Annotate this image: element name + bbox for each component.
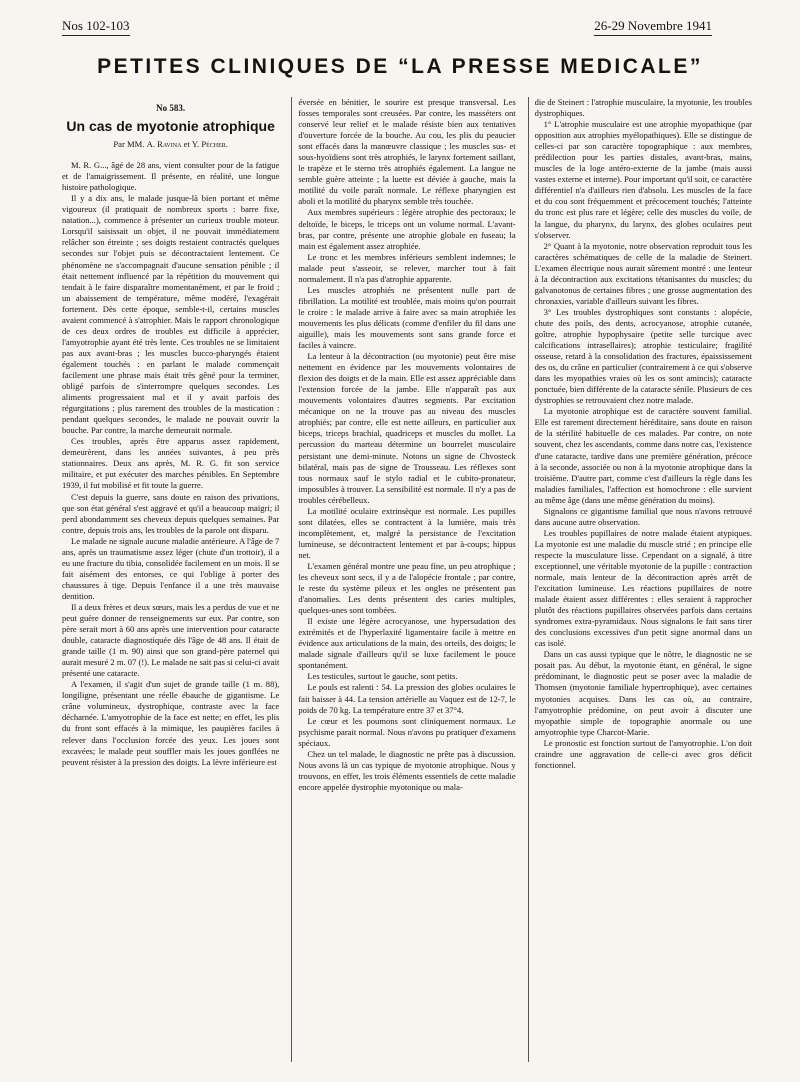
paragraph: A l'examen, il s'agit d'un sujet de grande taille (1 m. 88), longiligne, présentant une réelle ébauche de gigantisme. Le crâne volumineux, dystrophique, contraste avec la face décharnée. L'amyotrophie de la face est nette; en effet, les plis du front sont effacés à la mimique, les paupières faciles à relever dans l'occlusion forcée des yeux. Les joues sont excavées; le malade peut souffler mais les joues gonflées ne peuvent résister à la pression des doigts. La lèvre inférieure est xyxy=(62,679,280,767)
paragraph: Ces troubles, après être apparus assez rapidement, demeurèrent, dans les années suivantes, à peu près stationnaires. Deux ans après, M. R. G. fit son service militaire, et put exécuter des marches pénibles. En Septembre 1939, il fut mobilisé et fit toute la guerre. xyxy=(62,436,280,491)
paragraph: 2° Quant à la myotonie, notre observation reproduit tous les caractères schématiques de celle de la maladie de Steinert. L'examen électrique nous aurait sûrement montré : une lenteur à la décontraction aux excitations tétanisantes du muscles; du galvanotonus de certaines fibres ; une grosse augmentation des chronaxies, variable d'ailleurs suivant les fibres. xyxy=(534,240,752,306)
paragraph: 3° Les troubles dystrophiques sont constants : alopécie, chute des poils, des dents, acrocyanose, atrophie cutanée, goître, atrophie hypophysaire (petite selle turcique avec calcifications intrasellaires); atrophie testiculaire; fragilité osseuse, retard à la consolidation des fractures, épaississement des os, du crâne en particulier (contrairement à ce qui s'observe dans les myopathies vraies où les os sont amincis); cataracte ponctuée, bien différente de la cataracte sénile. Plusieurs de ces dystrophies se retrouvaient chez notre malade. xyxy=(534,306,752,406)
paragraph: Le tronc et les membres inférieurs semblent indemnes; le malade peut s'asseoir, se relever, marcher tout à fait normalement. Il n'a pas d'atrophie apparente. xyxy=(298,251,516,284)
paragraph: Chez un tel malade, le diagnostic ne prête pas à discussion. Nous avons là un cas typique de myotonie atrophique. Nous y trouvons, en effet, les trois éléments essentiels de cette maladie encore appelée dystrophie myotonique ou mala- xyxy=(298,748,516,792)
paragraph: Il y a dix ans, le malade jusque-là bien portant et même vigoureux (il pratiquait de nombreux sports : barre fixe, natation...), commence à présenter un curieux trouble moteur. Lorsqu'il saisissait un objet, il ne pouvait immédiatement relâcher son étreinte ; ses doigts restaient contractés quelques secondes sur l'objet puis se décontractaient lentement. Ce phénomène ne s'accompagnait d'aucune sensation pénible ; il était nettement influencé par la répétition du mouvement qui tendait à le faire disparaître momentanément, et par le froid ; un abaissement de température, même modéré, l'exagérait fortement. Dès cette époque, semble-t-il, certains muscles avaient commencé à s'atrophier. Mais le rapport chronologique de ces deux ordres de troubles est difficile à apprécier, l'amyotrophie ayant été très lente. Ces troubles ne se limitaient pas aux avant-bras ; les muscles bucco-pharyngés étaient également touchés : en parlant le malade commençait facilement une phrase mais était très gêné pour la terminer, obligé parfois de s'interrompre quelques secondes. Les aliments progressaient mal et il y avait parfois des régurgitations ; plus rarement des troubles de la mastication : pendant quelques secondes, le malade ne pouvait ouvrir la bouche. Par contre, la marche demeurait normale. xyxy=(62,193,280,436)
paragraph: Le malade ne signale aucune maladie antérieure. A l'âge de 7 ans, après un traumatisme assez léger (chute d'un trottoir), il a eu une fracture du tibia, consolidée facilement en un mois. Il se fait aisément des entorses, ce qui l'oblige à porter des chaussures à tige. Depuis l'enfance il a une très mauvaise dentition. xyxy=(62,535,280,601)
paragraph: Signalons ce gigantisme familial que nous n'avons retrouvé dans aucune autre observation. xyxy=(534,505,752,527)
paragraph: La lenteur à la décontraction (ou myotonie) peut être mise nettement en évidence par les mouvements volontaires de flexion des doigts et de la main. Elle est assez appréciable dans l'extension forcée de la jambe. Elle n'apparaît pas aux mouvements volontaires d'autres segments. Par excitation mécanique on ne la trouve pas au niveau des muscles atrophiés; par contre, elle est nette ailleurs, en particulier aux biceps, triceps brachial, quadriceps et muscles du mollet. La percussion du marteau détermine un bourrelet musculaire persistant une demi-minute. Notons un signe de Chvosteck bilatéral, mais pas de signe de Trousseau. Les réflexes sont tous normaux sauf le stylo radial et le cubito-pronateur, impossibles à trouver. La sensibilité est normale. Il n'y a pas de troubles cérébelleux. xyxy=(298,351,516,505)
paragraph: La motilité oculaire extrinsèque est normale. Les pupilles sont dilatées, elles se contractent à la lumière, mais très incomplètement, et, malgré la persistance de l'excitation lumineuse, se décontractent lentement et par à-coups; hippus net. xyxy=(298,505,516,560)
paragraph: Les muscles atrophiés ne présentent nulle part de fibrillation. La motilité est troublée, mais moins qu'on pourrait le croire : le malade arrive à faire avec sa main atrophiée les mouvements les plus délicats (comme d'enfiler du fil dans une aiguille), mais les mouvements sont sans grande force et faciles à vaincre. xyxy=(298,284,516,351)
paragraph: Il a deux frères et deux sœurs, mais les a perdus de vue et ne peut guère donner de renseignements sur eux. Par contre, son père serait mort à 60 ans après une intervention pour cataracte double, cataracte diagnostiquée dès l'âge de 48 ans. Il était de grande taille (1 m. 90) ainsi que son grand-père paternel qui aurait mesuré 2 m. 07 (!). Le malade ne sait pas si celui-ci avait présenté une cataracte. xyxy=(62,601,280,679)
article-title: Un cas de myotonie atrophique xyxy=(66,118,275,135)
issue-number: Nos 102-103 xyxy=(62,18,130,36)
paragraph: Le cœur et les poumons sont cliniquement normaux. Le psychisme parait normal. Nous n'avons pu pratiquer d'examens spéciaux. xyxy=(298,715,516,748)
column-3 xyxy=(528,97,752,1062)
authors-prefix: Par MM. xyxy=(113,139,145,150)
paragraph: Il existe une légère acrocyanose, une hypersudation des extrémités et de l'hyperlaxité ligamentaire facile à mettre en évidence aux articulations de la main, des orteils, des doigts; le malade signale d'ailleurs qu'il se luxe facilement le pouce spontanément. xyxy=(298,616,516,671)
paragraph: Aux membres supérieurs : légère atrophie des pectoraux; le deltoïde, le biceps, le triceps ont un volume normal. L'avant-bras, par contre, présente une atrophie globale en fuseau; la main est également assez atrophiée. xyxy=(298,207,516,251)
author-1: A. Ravina xyxy=(146,139,182,150)
author-separator: et xyxy=(183,139,190,150)
author-2: Y. Pécher. xyxy=(191,139,228,150)
paragraph: C'est depuis la guerre, sans doute en raison des privations, que son état général s'est aggravé et qu'il a beaucoup maigri; il perd abondamment ses cheveux depuis quelques semaines. Par contre, depuis trois ans, les troubles de la parole ont disparu. xyxy=(62,491,280,535)
paragraph: Dans un cas aussi typique que le nôtre, le diagnostic ne se posait pas. Au début, la myotonie étant, en général, le signe prédominant, le diagnostic peut se poser avec la maladie de Thomsen (myotonie familiale hypertrophique), avec certaines myotonies acquises. Dans les cas où, au contraire, l'amyotrophie prédomine, on peut avoir à discuter une myopathie simple de topographie anormale ou une amyotrophie type Charcot-Marie. xyxy=(534,649,752,737)
paragraph: Le pouls est ralenti : 54. La pression des globes oculaires le fait baisser à 44. La tension artérielle au Vaquez est de 12-7, le poids de 70 kg. La température entre 37 et 37°4. xyxy=(298,682,516,715)
paragraph: die de Steinert : l'atrophie musculaire, la myotonie, les troubles dystrophiques. xyxy=(534,97,752,119)
column-1 xyxy=(62,97,279,1062)
paragraph: La myotonie atrophique est de caractère souvent familial. Elle est rarement directement héréditaire, sans doute en raison de la stérilité habituelle de ces malades. Par contre, on note souvent, chez les ascendants, comme dans notre cas, l'existence d'une cataracte, tardive dans une première génération, précoce à la seconde, associée ou non à la myotonie atrophique dans la troisième. D'autre part, comme c'est d'ailleurs la règle dans les maladies familiales, l'affection est homochrone : elle survient au même âge (dans une même génération du moins). xyxy=(534,406,752,505)
paragraph: 1° L'atrophie musculaire est une atrophie myopathique (par opposition aux atrophies myélopathiques). Elle se distingue de celles-ci par son caractère topographique : aux membres, prédilection pour les parties distales, avant-bras, mains, muscles de la loge antéro-externe de la jambe (mais aussi vastes externe et interne). Pour important qu'il soit, ce caractère différentiel n'a d'ailleurs rien d'absolu. Les muscles de la face et du cou sont fréquemment et précocement touchés; l'atteinte du tronc est plus rare et légère; celle des muscles du voile, de la langue, du pharynx, du larynx, des globes oculaires peut s'observer. xyxy=(534,119,752,240)
paragraph: L'examen général montre une peau fine, un peu atrophique ; les cheveux sont secs, il y a de l'alopécie frontale ; par contre, le reste du système pileux et les ongles ne présentent pas d'anomalies. Les dents présentent des caries multiples, quelques-unes sont tombées. xyxy=(298,560,516,616)
issue-date: 26-29 Novembre 1941 xyxy=(594,18,712,36)
journal-title: PETITES CLINIQUES DE “LA PRESSE MEDICALE” xyxy=(97,55,703,78)
paragraph: Le pronostic est fonction surtout de l'amyotrophie. L'on doit craindre une aggravation de celle-ci avec gros déficit fonctionnel. xyxy=(534,737,752,770)
paragraph: éversée en bénitier, le sourire est presque transversal. Les fosses temporales sont creusées. Par contre, les masséters ont conservé leur relief et le malade résiste bien aux tentatives d'ouverture forcée de la bouche. Au cou, les plis du peaucier sont effacés dans la manœuvre classique ; les muscles sus- et sous-hyoïdiens sont très atrophiés, le larynx fortement saillant, le trapèze et le sterno très atrophiés également. La langue ne semble guère atteinte ; la luette est déviée à gauche, mais la motilité du voile paraît normale. Le réflexe pharyngien est aboli et la motilité du pharynx semble très touchée. xyxy=(298,97,516,207)
paragraph: M. R. G..., âgé de 28 ans, vient consulter pour de la fatigue et de l'amaigrissement. Il présente, en réalité, une longue histoire pathologique. xyxy=(62,160,280,193)
paragraph: Les testicules, surtout le gauche, sont petits. xyxy=(307,671,458,682)
column-2 xyxy=(291,97,515,1062)
running-header xyxy=(62,18,712,36)
article-number: No 583. xyxy=(156,103,186,113)
article-columns xyxy=(62,97,752,1062)
article-authors xyxy=(62,139,279,150)
paragraph: Les troubles pupillaires de notre malade étaient atypiques. La myotonie est une maladie du muscle strié ; en principe elle respecte la musculature lisse. Cependant on a signalé, à titre exceptionnel, une véritable myotonie de la pupille : contraction normale, mais lenteur de la décontraction après arrêt de l'excitation lumineuse. Les réactions pupillaires de notre malade étaient assez différentes : elles seraient à rapprocher plutôt des réactions pupillaires observées parfois dans certains syndromes extra-pyramidaux. Nous signalons le fait sans tirer des conclusions excessives d'un petit signe anormal dans un cas isolé. xyxy=(534,527,752,649)
